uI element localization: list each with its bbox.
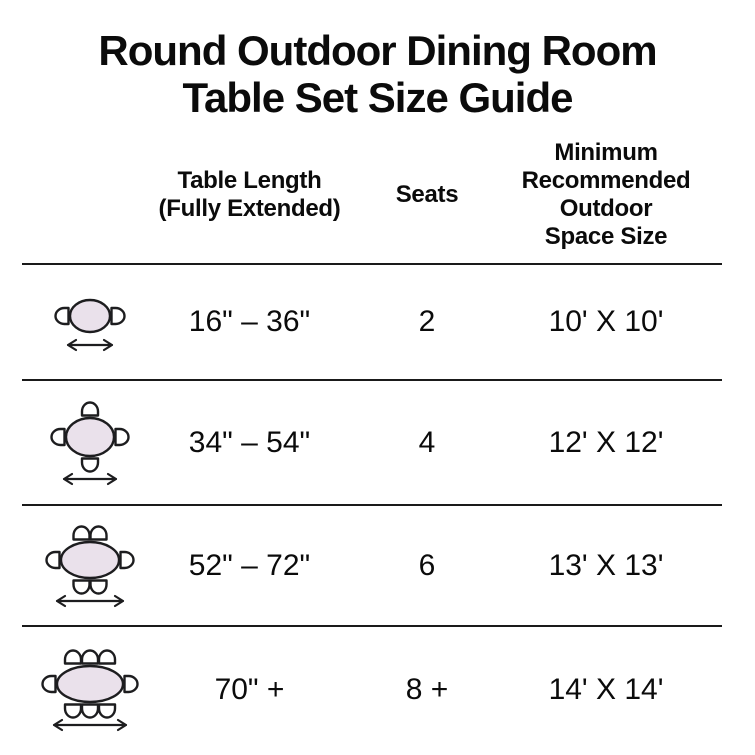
table-row <box>22 263 722 379</box>
page-title-line1: Round Outdoor Dining Room <box>98 27 657 74</box>
table-length-value: 16" – 36" <box>188 305 311 339</box>
header-line: Outdoor <box>559 195 653 223</box>
column-header-table-length <box>157 167 342 223</box>
seats-value: 6 <box>418 548 436 582</box>
column-header-space-size <box>512 139 722 251</box>
seats-value: 8 + <box>405 672 449 706</box>
seats-value: 4 <box>418 425 436 459</box>
table-length-value: 34" – 54" <box>188 425 311 459</box>
page-title <box>0 0 755 121</box>
table-8-seats-top-view-icon <box>22 627 157 752</box>
header-line: Recommended <box>521 167 691 195</box>
header-line: Seats <box>395 181 459 209</box>
seats-value: 2 <box>418 305 436 339</box>
space-size-value: 10' X 10' <box>548 305 664 339</box>
header-line: Table Length <box>177 167 322 195</box>
space-size-value: 14' X 14' <box>548 672 664 706</box>
header-line: Space Size <box>544 223 668 251</box>
table-length-value: 70" + <box>214 672 285 706</box>
table-row <box>22 625 722 752</box>
header-line: (Fully Extended) <box>158 195 341 223</box>
table-row <box>22 379 722 504</box>
column-header-seats <box>342 181 512 209</box>
size-guide-table <box>22 127 722 752</box>
page-title-line2: Table Set Size Guide <box>182 74 573 122</box>
header-line: Minimum <box>554 139 658 167</box>
table-row <box>22 504 722 625</box>
space-size-value: 12' X 12' <box>548 425 664 459</box>
table-6-seats-top-view-icon <box>22 506 157 625</box>
table-header-row <box>22 127 722 263</box>
table-4-seats-top-view-icon <box>22 381 157 504</box>
table-2-seats-top-view-icon <box>22 265 157 379</box>
table-length-value: 52" – 72" <box>188 548 311 582</box>
space-size-value: 13' X 13' <box>548 548 664 582</box>
